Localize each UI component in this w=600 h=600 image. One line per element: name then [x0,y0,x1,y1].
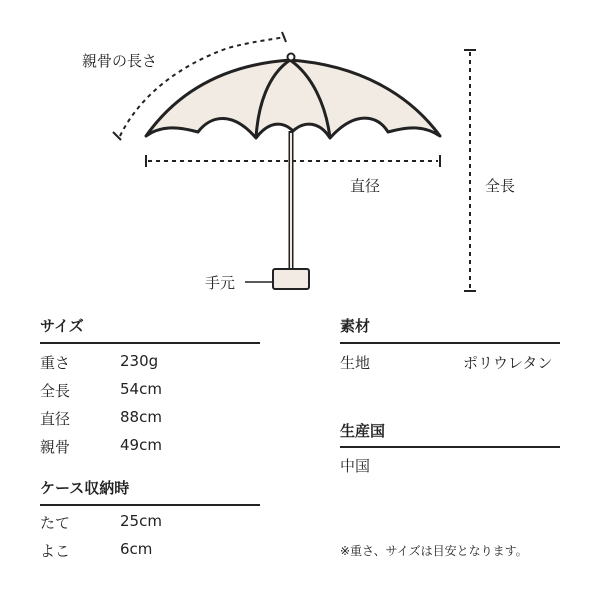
diameter-label: 直径 [350,177,381,195]
case-row-value: 25cm [120,512,162,530]
rib-length-label: 親骨の長さ [82,52,158,70]
size-section-rule [40,342,260,344]
material-section-rule [340,342,560,344]
case-section-rule [40,504,260,506]
size-row-total-length [40,380,260,402]
size-row-value: 88cm [120,408,162,426]
rib-length-start-tick [282,32,286,42]
case-row-label: たて [40,514,71,532]
origin-row-label: 中国 [340,457,371,475]
size-row-value: 49cm [120,436,162,454]
material-section-title: 素材 [340,317,371,335]
size-row-rib [40,436,260,458]
total-length-label: 全長 [485,177,516,195]
size-section-title: サイズ [40,317,84,335]
umbrella-handle [273,269,309,289]
handle-label: 手元 [205,274,236,292]
size-row-value: 230g [120,352,159,370]
origin-section-rule [340,446,560,448]
material-row-value: ポリウレタン [463,354,553,372]
material-row-fabric [340,352,560,374]
size-row-label: 重さ [40,354,71,372]
umbrella-top [288,54,295,61]
size-row-label: 直径 [40,410,71,428]
case-row-label: よこ [40,542,71,560]
case-row-width [40,540,260,562]
case-row-value: 6cm [120,540,153,558]
size-row-label: 親骨 [40,438,71,456]
size-row-weight [40,352,260,374]
case-row-height [40,512,260,534]
size-row-value: 54cm [120,380,162,398]
rib-length-end-tick [113,132,121,140]
footnote: ※重さ、サイズは目安となります。 [340,544,528,558]
origin-section-title: 生産国 [340,422,386,440]
case-section-title: ケース収納時 [40,479,130,497]
material-row-label: 生地 [340,354,371,372]
size-row-label: 全長 [40,382,71,400]
origin-row-country [340,455,560,477]
size-row-diameter [40,408,260,430]
umbrella-canopy [146,60,440,138]
